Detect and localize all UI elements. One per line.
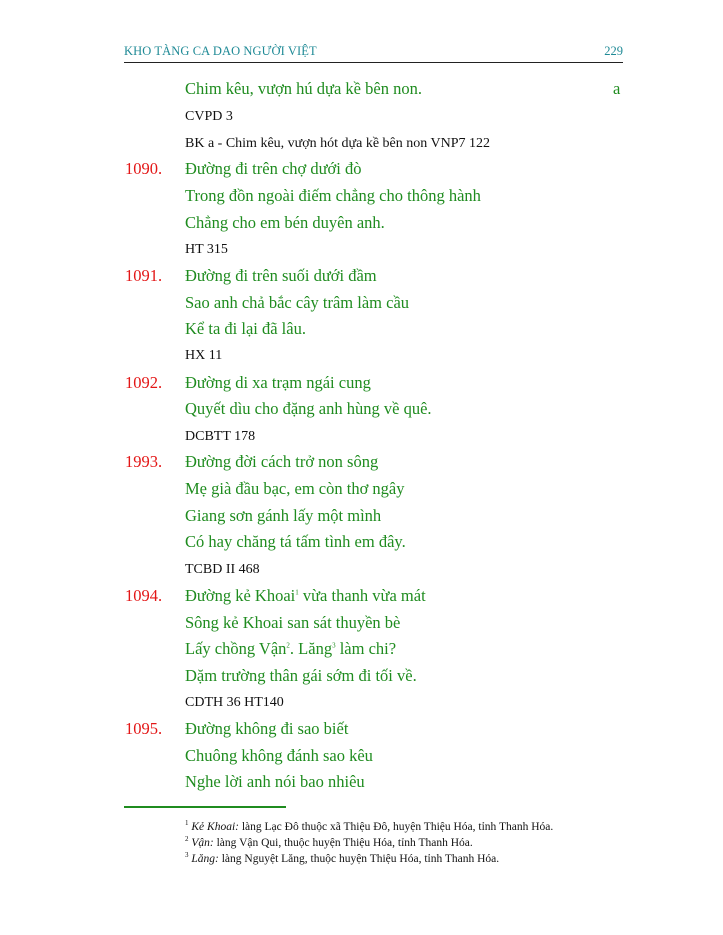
page-number: 229 xyxy=(604,44,623,58)
source-reference: HT 315 xyxy=(185,242,228,257)
footnote xyxy=(185,853,499,865)
source-reference: CDTH 36 HT140 xyxy=(185,695,284,710)
verse-text: Lấy chồng Vận xyxy=(185,639,287,658)
verse-line: Chẳng cho em bén duyên anh. xyxy=(185,213,385,232)
verse-line: Mẹ già đầu bạc, em còn thơ ngây xyxy=(185,479,405,498)
verse-line: Giang sơn gánh lấy một mình xyxy=(185,506,382,525)
verse-line: Dặm trường thân gái sớm đi tối về. xyxy=(185,666,417,685)
verse-line: Chim kêu, vượn hú dựa kề bên non. xyxy=(185,79,422,98)
verse-line: Có hay chăng tá tấm tình em đây. xyxy=(185,532,406,551)
verse-line xyxy=(185,586,426,606)
verse-line: Kể ta đi lại đã lâu. xyxy=(185,319,306,338)
book-title: KHO TÀNG CA DAO NGƯỜI VIỆT xyxy=(124,44,317,58)
verse-text: vừa thanh vừa mát xyxy=(298,586,426,605)
footnote xyxy=(185,821,553,833)
footnote-ref[interactable]: 3 xyxy=(332,641,336,650)
verse-line: Sông kẻ Khoai san sát thuyền bè xyxy=(185,613,401,632)
source-reference: BK a - Chim kêu, vượn hót dựa kề bên non VNP7 122 xyxy=(185,136,491,151)
source-reference: CVPD 3 xyxy=(185,109,233,124)
verse-line: Quyết dìu cho đặng anh hùng về quê. xyxy=(185,399,432,418)
footnote-divider xyxy=(124,806,286,808)
verse-line: Đường di xa trạm ngái cung xyxy=(185,373,371,392)
footnote-text: làng Lạc Đô thuộc xã Thiệu Đô, huyện Thiệu Hóa, tỉnh Thanh Hóa. xyxy=(238,821,554,833)
running-header xyxy=(124,44,623,63)
verse-line: Sao anh chả bắc cây trâm làm cầu xyxy=(185,293,410,312)
footnote-mark: 1 xyxy=(185,819,189,828)
verse-line: Đường đi trên suối dưới đầm xyxy=(185,266,377,285)
verse-line: Trong đồn ngoài điếm chẳng cho thông hành xyxy=(185,186,481,205)
verse-line: Đường đi trên chợ dưới đò xyxy=(185,159,362,178)
footnote-ref[interactable]: 1 xyxy=(295,588,299,597)
verse-line: Đường đời cách trở non sông xyxy=(185,452,379,471)
verse-line: Chuông không đánh sao kêu xyxy=(185,746,373,765)
verse-number: 1095. xyxy=(125,719,163,738)
verse-number: 1993. xyxy=(125,452,163,471)
verse-number: 1090. xyxy=(125,159,163,178)
verse-number: 1094. xyxy=(125,586,163,605)
footnote xyxy=(185,837,473,849)
footnote-mark: 3 xyxy=(185,851,189,860)
footnote-ref[interactable]: 2 xyxy=(286,641,290,650)
verse-line: Đường không đi sao biết xyxy=(185,719,349,738)
source-reference: DCBTT 178 xyxy=(185,429,256,444)
verse-text: Đường kẻ Khoai xyxy=(185,586,296,605)
footnote-mark: 2 xyxy=(185,835,189,844)
verse-line: Nghe lời anh nói bao nhiêu xyxy=(185,772,365,791)
verse-number: 1092. xyxy=(125,373,163,392)
footnote-text: làng Vận Qui, thuộc huyện Thiệu Hóa, tỉnh Thanh Hóa. xyxy=(213,837,473,849)
footnote-term: Lăng: xyxy=(191,853,219,865)
verse-line xyxy=(185,639,396,659)
source-reference: HX 11 xyxy=(185,348,223,363)
side-marker: a xyxy=(613,79,621,98)
verse-text: làm chi? xyxy=(335,639,397,658)
footnote-term: Kẻ Khoai: xyxy=(191,821,239,833)
footnote-text: làng Nguyệt Lăng, thuộc huyện Thiệu Hóa, tỉnh Thanh Hóa. xyxy=(218,853,500,865)
verse-number: 1091. xyxy=(125,266,163,285)
source-reference: TCBD II 468 xyxy=(185,562,260,577)
verse-text: . Lăng xyxy=(289,639,333,658)
footnote-term: Vận: xyxy=(191,837,214,849)
